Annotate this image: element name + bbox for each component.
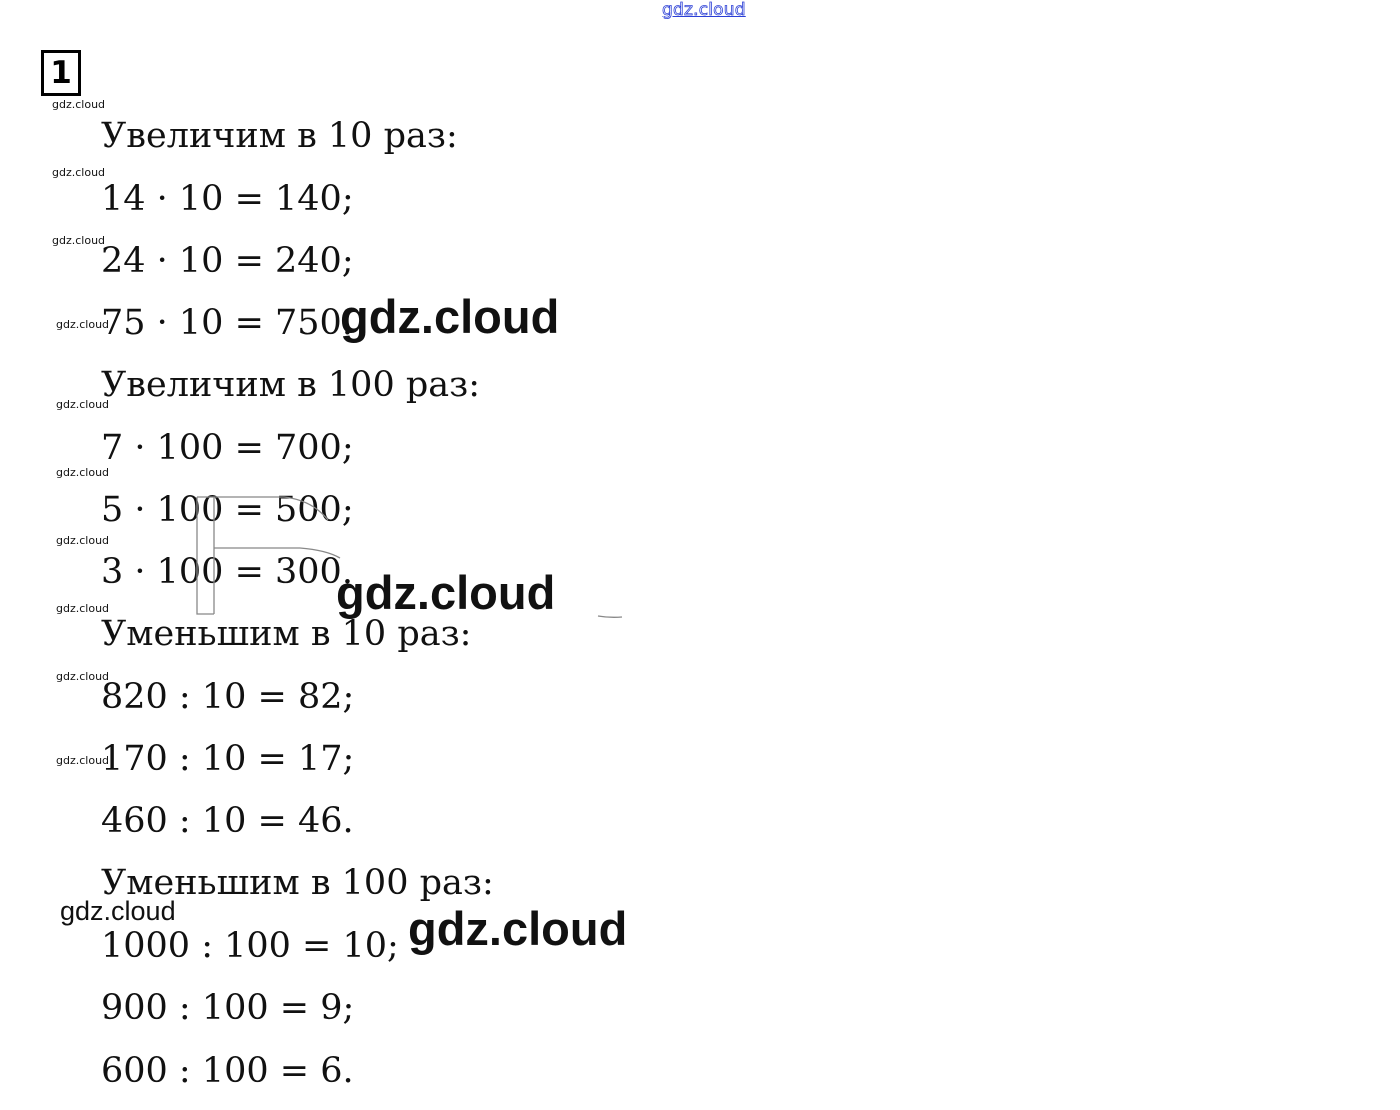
section-heading-multiply-10: Увеличим в 10 раз: [101,116,458,156]
watermark-small: gdz.cloud [56,466,110,479]
section-heading-multiply-100: Увеличим в 100 раз: [101,365,481,405]
watermark-small: gdz.cloud [56,534,110,547]
watermark-large: gdz.cloud [408,902,628,955]
watermark-small: gdz.cloud [56,602,110,615]
watermark-small: gdz.cloud [52,234,106,247]
section-heading-divide-100: Уменьшим в 100 раз: [101,863,494,903]
watermark-large: gdz.cloud [336,566,556,619]
equation-line: 600 : 100 = 6. [101,1051,354,1091]
section-heading-divide-10: Уменьшим в 10 раз: [101,614,472,654]
equation-line: 24 · 10 = 240; [101,241,354,281]
equation-line: 1000 : 100 = 10; [101,926,399,966]
equation-line: 75 · 10 = 750. [101,303,353,343]
equation-line: 5 · 100 = 500; [101,490,354,530]
equation-line: 3 · 100 = 300. [101,552,353,592]
watermark-small: gdz.cloud [52,166,106,179]
watermark-small: gdz.cloud [56,754,110,767]
task-number-box: 1 [41,50,81,96]
equation-line: 7 · 100 = 700; [101,428,354,468]
equation-line: 14 · 10 = 140; [101,179,354,219]
watermark-small: gdz.cloud [56,398,110,411]
equation-line: 460 : 10 = 46. [101,801,354,841]
equation-line: 900 : 100 = 9; [101,988,355,1028]
equation-line: 170 : 10 = 17; [101,739,355,779]
watermark-large: gdz.cloud [340,290,560,343]
watermark-medium: gdz.cloud [60,896,176,926]
watermark-small: gdz.cloud [56,670,110,683]
watermark-small: gdz.cloud [52,98,106,111]
equation-line: 820 : 10 = 82; [101,677,355,717]
watermark-small: gdz.cloud [56,318,110,331]
site-link[interactable]: gdz.cloud [662,0,746,20]
